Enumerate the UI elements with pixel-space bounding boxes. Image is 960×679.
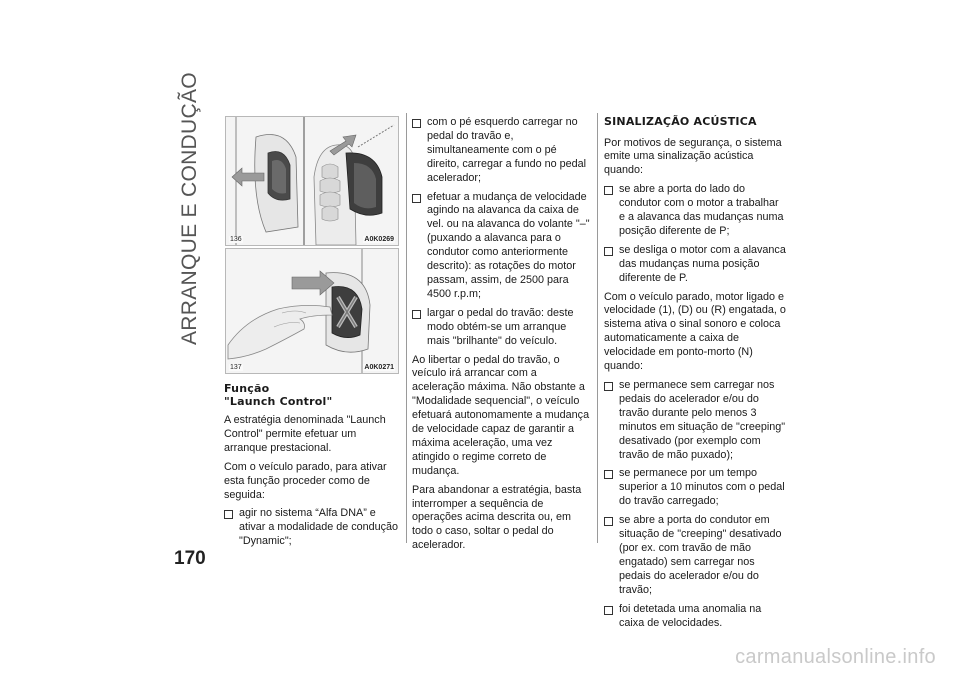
column-1 xyxy=(224,383,400,554)
paragraph: Por motivos de segurança, o sistema emite uma sinalização acústica quando: xyxy=(604,136,782,177)
list-item: foi detetada uma anomalia na caixa de velocidades. xyxy=(604,603,786,631)
watermark-link[interactable]: carmanualsonline.info xyxy=(735,646,936,668)
figure-136-code: A0K0269 xyxy=(364,236,394,243)
figure-137-illustration xyxy=(226,249,398,373)
paragraph: Para abandonar a estratégia, basta interromper a sequência de operações acima descrita ou, em todo o caso, soltar o pedal do acelerador. xyxy=(412,483,582,552)
acoustic-signal-heading: SINALIZAÇÃO ACÚSTICA xyxy=(604,115,757,128)
paragraph: A estratégia denominada "Launch Control" permite efetuar um arranque prestacional. xyxy=(224,414,386,454)
launch-control-heading xyxy=(224,383,400,408)
list-item: agir no sistema “Alfa DNA” e ativar a modalidade de condução "Dynamic"; xyxy=(224,507,400,549)
heading-line-1: Função xyxy=(224,382,270,395)
column-divider xyxy=(406,113,407,543)
list-item: se permanece por um tempo superior a 10 minutos com o pedal do travão carregado; xyxy=(604,467,786,509)
bullet-list xyxy=(412,116,590,349)
bullet-list xyxy=(224,507,400,549)
page-number: 170 xyxy=(174,548,206,569)
figure-136 xyxy=(225,116,399,246)
list-item: se abre a porta do lado do condutor com o motor a trabalhar e a alavanca das mudanças numa posição diferente de P; xyxy=(604,183,786,239)
list-item: com o pé esquerdo carregar no pedal do travão e, simultaneamente com o pé direito, carregar a fundo no pedal acelerador; xyxy=(412,116,590,186)
figure-137 xyxy=(225,248,399,374)
paragraph: Ao libertar o pedal do travão, o veículo irá arrancar com a aceleração máxima. Não obstante a "Modalidade sequencial", o veículo efetuará autonomamente a mudança de velocidade capaz de garantir a máxima aceleração, uma vez atingido o regime correto de mudança. xyxy=(412,353,590,477)
column-divider xyxy=(597,113,598,543)
list-item: se abre a porta do condutor em situação de "creeping" desativado (por ex. com travão de mão engatado) sem carregar nos pedais do acelerador e/ou do travão; xyxy=(604,514,786,597)
figure-136-number: 136 xyxy=(230,236,242,243)
paragraph: Com o veículo parado, para ativar esta função proceder como de seguida: xyxy=(224,460,387,501)
paragraph: Com o veículo parado, motor ligado e velocidade (1), (D) ou (R) engatada, o sistema ativa o sinal sonoro e coloca automaticamente a caixa de velocidade em ponto-morto (N) quando: xyxy=(604,290,786,373)
bullet-list xyxy=(604,379,786,630)
list-item: efetuar a mudança de velocidade agindo na alavanca da caixa de vel. ou na alavanca do volante "–" (puxando a alavanca para o condutor como anteriormente descrito): as rotações do motor passam, assim, de 2500 para 4500 r.p.m; xyxy=(412,191,590,302)
list-item: se permanece sem carregar nos pedais do acelerador e/ou do travão durante pelo menos 3 minutos em situação de "creeping" desativado (por exemplo com travão de mão puxado); xyxy=(604,379,786,462)
bullet-list xyxy=(604,183,786,285)
list-item: se desliga o motor com a alavanca das mudanças numa posição diferente de P. xyxy=(604,244,786,286)
column-2 xyxy=(412,116,590,558)
section-title: ARRANQUE E CONDUÇÃO xyxy=(178,72,201,345)
figure-136-illustration xyxy=(226,117,398,245)
figure-137-code: A0K0271 xyxy=(364,364,394,371)
heading-line-2: "Launch Control" xyxy=(224,394,333,408)
column-3 xyxy=(604,116,786,635)
figure-137-number: 137 xyxy=(230,364,242,371)
list-item: largar o pedal do travão: deste modo obtém-se um arranque mais "brilhante" do veículo. xyxy=(412,307,590,349)
